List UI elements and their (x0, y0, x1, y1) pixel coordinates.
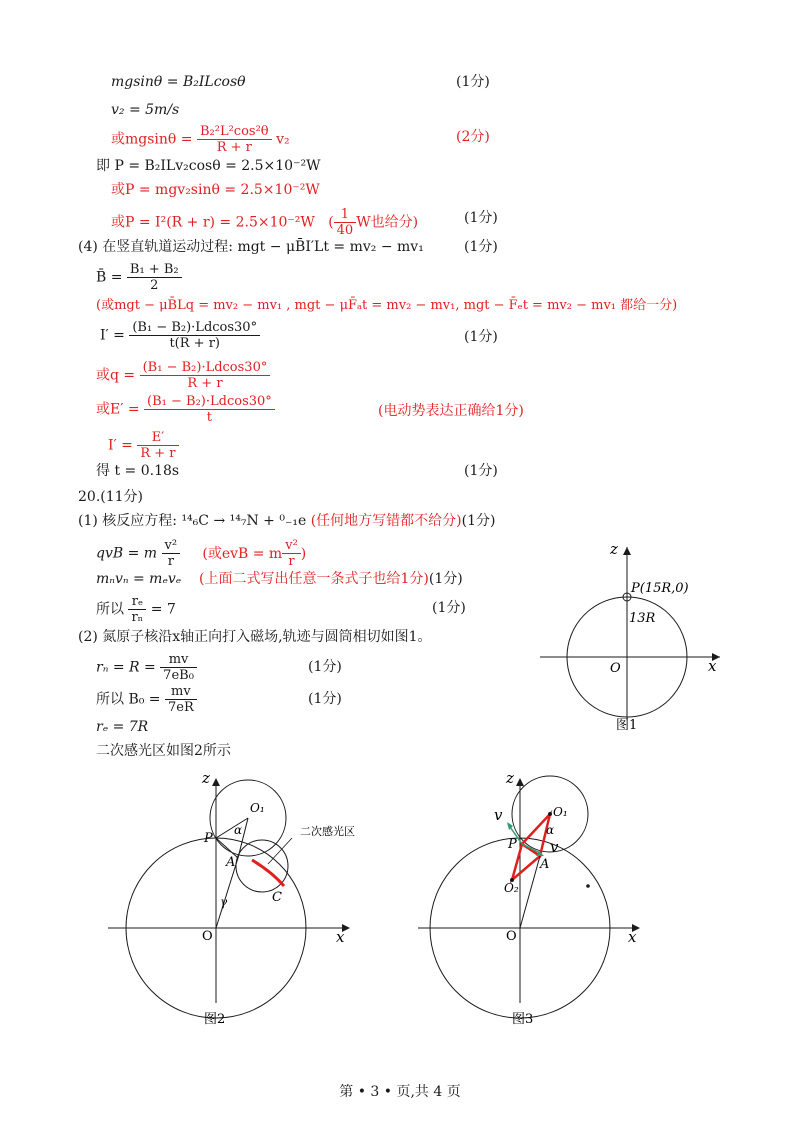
line-p-o1 (216, 818, 248, 838)
numerator: E′ (137, 430, 178, 446)
prefix-text: (或evB = m (202, 545, 283, 562)
c-label: C (272, 890, 282, 905)
prefix-text: 或E′ = (96, 401, 140, 418)
section-4-equation: (4) 在竖直轨道运动过程: mgt − μB̄I′Lt = mv₂ − mv₁ (78, 239, 424, 255)
equation-radius-e: rₑ = 7R (96, 719, 149, 735)
figure-2 (100, 768, 400, 1038)
note: (上面二式写出任意一条式子也给1分) (199, 571, 429, 587)
fraction (165, 684, 197, 715)
result-time: 得 t = 0.18s (96, 463, 180, 479)
z-label: z (610, 540, 618, 558)
numerator: rₑ (128, 594, 146, 610)
velocity-label-1: v (494, 806, 503, 824)
equation-text: mₙvₙ = mₑvₑ (96, 571, 182, 587)
x-label: x (628, 928, 637, 946)
figure-caption: 图3 (512, 1012, 534, 1027)
radius-label: 13R (629, 611, 656, 626)
fraction (140, 360, 271, 391)
score-marker: (1分) (464, 329, 498, 345)
score-marker: (1分) (456, 74, 490, 90)
o1-label: O₁ (250, 801, 265, 815)
fraction (197, 124, 272, 155)
equation-force-balance: mgsinθ = B₂ILcosθ (111, 74, 246, 90)
score-marker: (2分) (456, 129, 490, 145)
z-label: z (506, 769, 514, 787)
fraction (334, 207, 357, 238)
denominator: r (167, 554, 174, 569)
score-marker: (1分) (432, 600, 466, 616)
equation-b-average (96, 262, 182, 293)
alpha-label: α (234, 823, 243, 837)
radius-ratio (96, 594, 176, 625)
note-close: ) (300, 545, 307, 562)
denominator: rₙ (131, 610, 144, 625)
x-label: x (336, 928, 345, 946)
x-label: x (708, 657, 717, 675)
denominator: 2 (150, 278, 159, 293)
a-label: A (226, 855, 236, 870)
suffix-text: = 7 (150, 601, 176, 618)
numerator: 1 (334, 207, 357, 223)
z-axis-arrow (623, 547, 631, 555)
numerator: B₁ + B₂ (127, 262, 182, 278)
denominator: 7eR (167, 700, 194, 715)
fraction (282, 538, 301, 569)
alt-equation-power-1: 或P = mgv₂sinθ = 2.5×10⁻²W (111, 182, 320, 198)
a-label: A (540, 857, 550, 872)
point-p-label: P(15R,0) (631, 581, 689, 596)
figure-1 (530, 535, 730, 735)
numerator: B₂²L²cos²θ (197, 124, 272, 140)
figure-2-reference: 二次感光区如图2所示 (96, 743, 231, 759)
numerator: (B₁ − B₂)·Ldcos30° (140, 360, 271, 376)
z-axis-arrow (516, 778, 524, 786)
equation-radius-n (96, 652, 197, 683)
alt-equation-power-2 (111, 207, 418, 238)
prefix-text: I′ = (108, 437, 133, 454)
numerator: v² (162, 538, 181, 554)
denominator: R + r (216, 140, 252, 155)
fraction (127, 262, 182, 293)
reaction-text: (1) 核反应方程: ¹⁴₆C → ¹⁴₇N + ⁰₋₁e (78, 513, 307, 529)
figure-caption: 图2 (204, 1012, 226, 1027)
fraction (144, 394, 275, 425)
score-marker: (1分) (308, 659, 342, 675)
prefix-text: 或mgsinθ = (111, 131, 193, 148)
figure-caption: 图1 (616, 718, 638, 733)
o2-label: O₂ (504, 881, 519, 895)
denominator: R + r (140, 446, 176, 461)
prefix-text: qvB = m (96, 545, 158, 562)
equation-velocity: v₂ = 5m/s (111, 102, 180, 118)
score-marker: (1分) (428, 571, 463, 587)
equation-power: 即 P = B₂ILv₂cosθ = 2.5×10⁻²W (96, 158, 321, 174)
fraction (162, 538, 181, 569)
denominator: t(R + r) (169, 336, 220, 351)
prefix-text: 或q = (96, 367, 136, 384)
origin-label: O (506, 929, 517, 944)
suffix-text: v₂ (276, 131, 290, 148)
o1-label: O₁ (553, 805, 568, 819)
alt-equation-current (108, 430, 179, 461)
alt-equations-note: (或mgt − μB̄Lq = mv₂ − mv₁ , mgt − μF̄ₐt = mv₂ − mv₁, mgt − F̄ₑt = mv₂ − mv₁ 都给一分) (96, 298, 678, 313)
denominator: 40 (336, 223, 354, 238)
gamma-label: γ (220, 895, 228, 909)
denominator: r (288, 554, 295, 569)
note-open: ( (328, 214, 334, 231)
score-marker: (1分) (308, 691, 342, 707)
page-footer: 第 • 3 • 页,共 4 页 (339, 1084, 461, 1100)
fraction (128, 594, 146, 625)
prefix-text: 所以 (96, 601, 124, 618)
numerator: v² (282, 538, 301, 554)
denominator: 7eB₀ (163, 668, 194, 683)
score-marker: (1分) (461, 513, 496, 529)
nuclear-reaction (78, 512, 495, 530)
line-o-a (520, 856, 540, 928)
z-label: z (202, 769, 210, 787)
prefix-text: rₙ = R = (96, 659, 156, 676)
reaction-note: (任何地方写错都不给分) (310, 513, 462, 529)
denominator: R + r (187, 376, 223, 391)
origin-label: O (202, 929, 213, 944)
prefix-text: I′ = (100, 327, 125, 344)
alt-lorentz (202, 538, 307, 569)
alt-equation-charge (96, 360, 270, 391)
callout-label: 二次感光区 (300, 825, 355, 838)
numerator: (B₁ − B₂)·Ldcos30° (129, 320, 260, 336)
numerator: (B₁ − B₂)·Ldcos30° (144, 394, 275, 410)
fraction (129, 320, 260, 351)
denominator: t (206, 410, 213, 425)
p-label: P (204, 831, 213, 846)
part-2-description: (2) 氮原子核沿x轴正向打入磁场,轨迹与圆筒相切如图1。 (78, 629, 432, 645)
velocity-label-2: v (550, 838, 559, 856)
numerator: mv (165, 684, 197, 700)
score-marker: (1分) (464, 463, 498, 479)
emf-note: (电动势表达正确给1分) (378, 403, 524, 419)
numerator: mv (160, 652, 197, 668)
prefix-text: 所以 B₀ = (96, 691, 161, 708)
fraction (160, 652, 197, 683)
alpha-label: α (546, 823, 555, 837)
arc-dot (586, 884, 590, 888)
origin-label: O (610, 661, 621, 676)
score-marker: (1分) (464, 239, 498, 255)
score-marker: (1分) (464, 210, 498, 226)
z-axis-arrow (212, 778, 220, 786)
equation-current (100, 320, 260, 351)
question-20-heading: 20.(11分) (78, 489, 144, 505)
o1-point (548, 812, 552, 816)
equation-text: 或P = I²(R + r) = 2.5×10⁻²W (111, 214, 315, 231)
alt-equation-force (111, 124, 290, 155)
equation-lorentz (96, 538, 306, 569)
figure-3 (410, 768, 670, 1038)
fraction (137, 430, 178, 461)
equation-b0 (96, 684, 197, 715)
alt-equation-emf (96, 394, 275, 425)
note-close: W也给分) (356, 214, 419, 231)
momentum-conservation (96, 570, 463, 588)
p-label: P (508, 837, 517, 852)
prefix-text: B̄ = (96, 269, 123, 286)
